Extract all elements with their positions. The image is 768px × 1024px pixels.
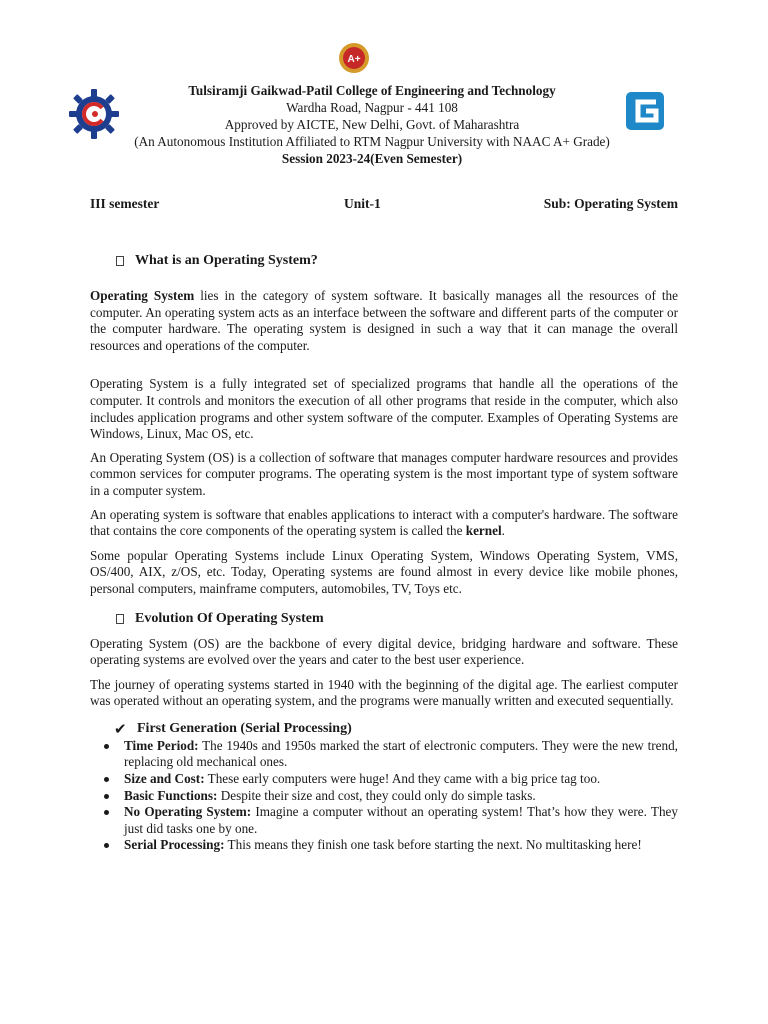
college-header [120,82,624,167]
first-generation-list [90,738,678,854]
paragraph: Some popular Operating Systems include Linux Operating System, Windows Operating System, VMS, OS/400, AIX, z/OS, etc. Today, Operating systems are found almost in every device like mobile phones, personal computers, mainframe computers, automobiles, TV, Toys etc. [90,547,678,596]
college-gear-logo-icon [68,88,120,140]
paragraph: An Operating System (OS) is a collection of software that manages computer hardware resources and provides common services for computer programs. The operating system is the most important type of system software in a computer system. [90,449,678,498]
list-item-label: Basic Functions: [124,787,218,803]
section-bullet-icon [116,614,124,624]
bold-term: kernel [465,523,502,539]
course-meta-row [90,196,678,214]
paragraph: The journey of operating systems started in 1940 with the beginning of the digital age. The earliest computer was operated without an operating system, and the programs were manually written and executed sequentially. [90,676,678,709]
list-item-text: Despite their size and cost, they could only do simple tasks. [217,787,536,803]
subject-label: Sub: Operating System [543,196,678,211]
list-item-text: The 1940s and 1950s marked the start of electronic computers. They were the new trend, replacing old mechanical ones. [124,737,678,770]
bold-term: Operating System [90,288,195,303]
college-approval: Approved by AICTE, New Delhi, Govt. of Maharashtra [224,117,520,132]
list-item-label: Time Period: [124,737,199,753]
college-name: Tulsiramji Gaikwad-Patil College of Engineering and Technology [188,83,556,98]
section-bullet-icon [116,256,124,266]
unit-label: Unit-1 [344,196,381,211]
list-item [90,771,678,788]
semester-label: III semester [90,196,160,211]
paragraph-text: . [501,523,505,539]
paragraph-text: lies in the category of system software. It basically manages all the resources of the computer. An operating system acts as an interface between the software and different parts of the computer or the computer hardware. The operating system is designed in such a way that it can manage the overall resources and operations of the computer. [90,288,678,353]
list-item [90,738,678,771]
right-g-logo-icon [626,92,664,130]
list-item [90,788,678,805]
list-item [90,837,678,854]
paragraph: Operating System is a fully integrated set of specialized programs that handle all the operations of the computer. It controls and monitors the execution of all other programs that reside in the computer, which also includes application programs and other system software of the computer. Examples of Operating Systems are Windows, Linux, Mac OS, etc. [90,376,678,442]
section-heading-text: What is an Operating System? [135,253,318,268]
list-item-label: Size and Cost: [124,771,205,787]
subheading-first-generation [90,720,678,738]
college-affiliation: (An Autonomous Institution Affiliated to RTM Nagpur University with NAAC A+ Grade) [134,134,610,149]
list-item-text: This means they finish one task before starting the next. No multitasking here! [224,837,642,853]
list-item-label: No Operating System: [124,804,252,820]
checkmark-icon: ✔ [114,719,127,738]
session-label: Session 2023-24(Even Semester) [281,151,463,166]
section-heading-evolution [90,610,678,628]
list-item-label: Serial Processing: [124,837,225,853]
list-item-text: Imagine a computer without an operating system! That’s how they were. They just did tasks one by one. [124,804,678,836]
section-heading-text: Evolution Of Operating System [135,610,324,626]
paragraph [90,507,678,540]
subheading-text: First Generation (Serial Processing) [137,720,352,736]
naac-badge-icon [338,42,370,74]
list-item [90,804,678,837]
paragraph [90,288,678,354]
list-item-text: These early computers were huge! And they came with a big price tag too. [204,771,601,787]
naac-badge-text: A+ [347,54,361,65]
document-content [90,252,678,854]
section-heading-what-is-os [90,252,678,270]
college-address: Wardha Road, Nagpur - 441 108 [286,100,458,115]
paragraph-text: An operating system is software that enables applications to interact with a computer's hardware. The software that contains the core components of the operating system is called the [90,506,678,539]
paragraph: Operating System (OS) are the backbone of every digital device, bridging hardware and software. These operating systems are evolved over the years and cater to the best user experience. [90,635,678,668]
